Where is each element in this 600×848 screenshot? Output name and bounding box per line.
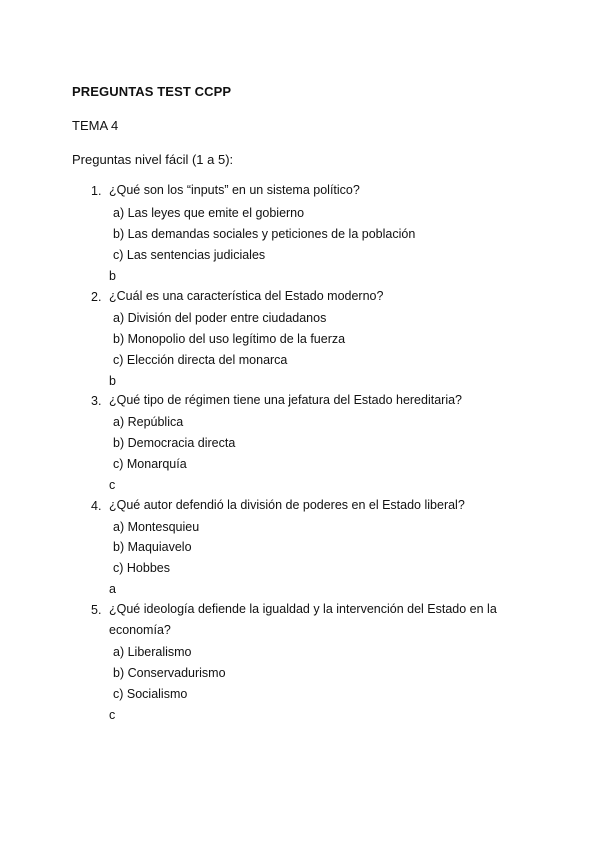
answer-option: a) Las leyes que emite el gobierno [113,206,305,220]
question-text: ¿Qué tipo de régimen tiene una jefatura del Estado hereditaria? [109,393,463,407]
answer-option: b) Maquiavelo [113,540,192,554]
answer-option: a) Montesquieu [113,520,200,534]
question-number: 3. [91,394,102,408]
correct-answer: c [109,478,116,492]
question-text: ¿Cuál es una característica del Estado moderno? [109,289,384,303]
answer-option: c) Las sentencias judiciales [113,248,266,262]
question-number: 2. [91,290,102,304]
question-number: 4. [91,499,102,513]
answer-option: c) Socialismo [113,687,188,701]
correct-answer: b [109,269,116,283]
answer-option: b) Monopolio del uso legítimo de la fuerza [113,332,346,346]
question-number: 5. [91,603,102,617]
answer-option: b) Las demandas sociales y peticiones de la población [113,227,416,241]
question-text: ¿Qué autor defendió la división de poderes en el Estado liberal? [109,498,465,512]
correct-answer: a [109,582,116,596]
answer-option: c) Elección directa del monarca [113,353,288,367]
question-text: ¿Qué ideología defiende la igualdad y la intervención del Estado en la economía? [109,602,497,637]
answer-option: c) Hobbes [113,561,170,575]
answer-option: b) Democracia directa [113,436,236,450]
question-number: 1. [91,184,102,198]
answer-option: a) Liberalismo [113,645,192,659]
answer-option: a) División del poder entre ciudadanos [113,311,327,325]
answer-option: c) Monarquía [113,457,187,471]
document-title: PREGUNTAS TEST CCPP [72,84,232,99]
tema-label: TEMA 4 [72,118,119,133]
correct-answer: b [109,374,116,388]
level-heading: Preguntas nivel fácil (1 a 5): [72,152,234,167]
answer-option: b) Conservadurismo [113,666,226,680]
question-text: ¿Qué son los “inputs” en un sistema político? [109,183,360,197]
correct-answer: c [109,708,116,722]
answer-option: a) República [113,415,184,429]
